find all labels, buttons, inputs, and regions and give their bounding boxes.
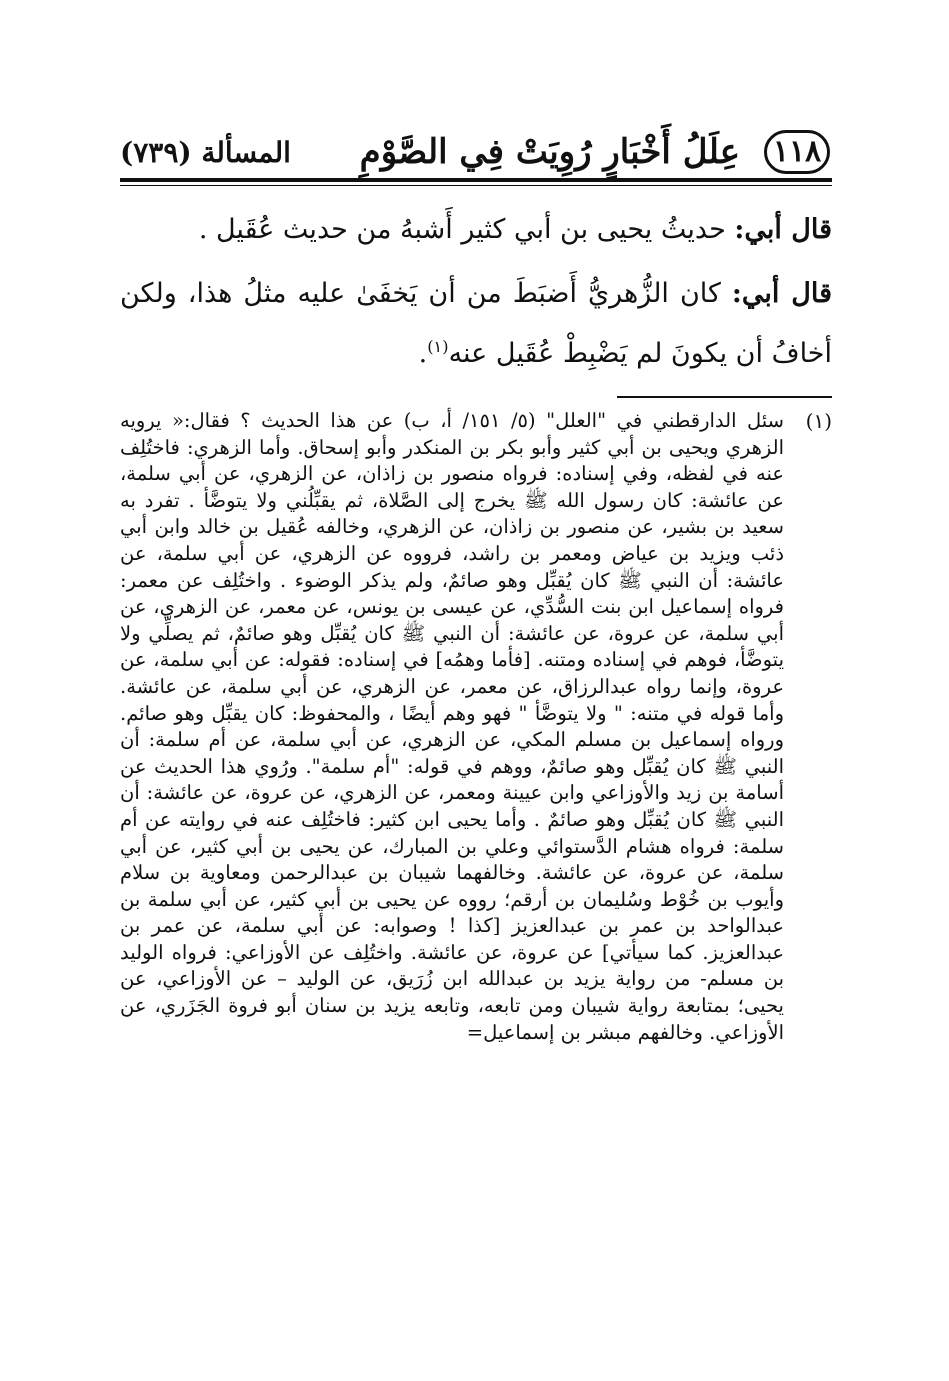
footnote-text: سئل الدارقطني في "العلل" (٥/ ١٥١/ أ، ب) عن هذا الحديث ؟ فقال:« يرويه الزهري ويحيى بن أبي كثير وأبو بكر بن المنكدر وأبو إسحاق. وأما الزهري: فاختُلِف عنه في لفظه، وفي إسناده: فرواه منصور بن زاذان، عن الزهري، عن أبي سلمة، عن عائشة: كان رسول الله ﷺ يخرج إلى الصَّلاة، ثم يقبِّلُني ولا يتوضَّأ . تفرد به سعيد بن بشير، عن منصور بن زاذان، عن الزهري، وخالفه عُقيل بن خالد وابن أبي ذئب ويزيد بن عياض ومعمر بن راشد، فرووه عن الزهري، عن أبي سلمة، عن عائشة: أن النبي ﷺ كان يُقبِّل وهو صائمٌ، ولم يذكر الوضوء . واختُلِف عن معمر: فرواه إسماعيل ابن بنت السُّدِّي، عن عيسى بن يونس، عن معمر، عن الزهري، عن أبي سلمة، عن عروة، عن عائشة: أن النبي ﷺ كان يُقبِّل وهو صائمٌ، ثم يصلِّي ولا يتوضَّأ، فوهم في إسناده ومتنه. [فأما وهمُه] في إسناده: فقوله: عن أبي سلمة، عن عروة، وإنما رواه عبدالرزاق، عن معمر، عن الزهري، عن أبي سلمة، عن عائشة. وأما قوله في متنه: " ولا يتوضَّأ " فهو وهم أيضًا ، والمحفوظ: كان يقبِّل وهو صائم. ورواه إسماعيل بن مسلم المكي، عن الزهري، عن أبي سلمة، عن أم سلمة: أن النبي ﷺ كان يُقبِّل وهو صائمٌ، ووهم في قوله: "أم سلمة". ورُوي هذا الحديث عن أسامة بن زيد والأوزاعي وابن عيينة ومعمر، عن الزهري، عن عروة، عن عائشة: أن النبي ﷺ كان يُقبِّل وهو صائمٌ . وأما يحيى ابن كثير: فاختُلِف عنه في روايته عن أم سلمة: فرواه هشام الدَّستوائي وعلي بن المبارك، عن يحيى بن أبي كثير، عن أبي سلمة، عن عروة، عن عائشة. وخالفهما شيبان بن عبدالرحمن ومعاوية بن سلام وأيوب بن خُوْط وسُليمان بن أرقم؛ رووه عن يحيى بن أبي كثير، عن أبي سلمة بن عبدالواحد بن عمر بن عبدالعزيز [كذا ! وصوابه: عن أبي سلمة، عن عمر بن عبدالعزيز. كما سيأتي] عن عروة، عن عائشة. واختُلِف عن الأوزاعي: فرواه الوليد بن مسلم- من رواية يزيد بن عبدالله ابن زُرَيق، عن الوليد – عن الأوزاعي، عن يحيى؛ بمتابعة رواية شيبان ومن تابعه، وتابعه يزيد بن سنان أبو فروة الجَزَري، عن الأوزاعي. وخالفهم مبشر بن إسماعيل= bbox=[120, 409, 785, 1044]
speaker-label: قال أبي: bbox=[731, 278, 832, 309]
footnote bbox=[120, 408, 832, 1046]
page-header bbox=[120, 126, 830, 186]
paragraph-text: حديثُ يحيى بن أبي كثير أَشبهُ من حديث عُقَيل . bbox=[198, 214, 735, 245]
page-number: ١١٨ bbox=[764, 130, 830, 174]
footnote-reference[interactable]: (١) bbox=[427, 337, 449, 356]
main-paragraph bbox=[120, 200, 832, 260]
issue-label: المسألة (٧٣٩) bbox=[120, 136, 291, 169]
paragraph-tail: . bbox=[418, 338, 428, 369]
header-rule-thick bbox=[120, 178, 832, 182]
footnotes bbox=[120, 408, 832, 1046]
main-paragraph bbox=[120, 264, 832, 384]
footnote-number: (١) bbox=[805, 409, 832, 433]
paragraph-text: كان الزُّهريُّ أَضبَطَ من أن يَخفَىٰ عليه مثلُ هذا، ولكن أخافُ أن يكونَ لم يَضْبِطْ عُقَيل عنه bbox=[120, 278, 832, 369]
speaker-label: قال أبي: bbox=[734, 214, 832, 245]
book-title: عِلَلُ أَخْبَارٍ رُوِيَتْ فِي الصَّوْمِ bbox=[359, 132, 740, 172]
header-rule-thin bbox=[120, 185, 832, 186]
main-text bbox=[120, 200, 832, 388]
footnote-separator bbox=[617, 396, 832, 398]
